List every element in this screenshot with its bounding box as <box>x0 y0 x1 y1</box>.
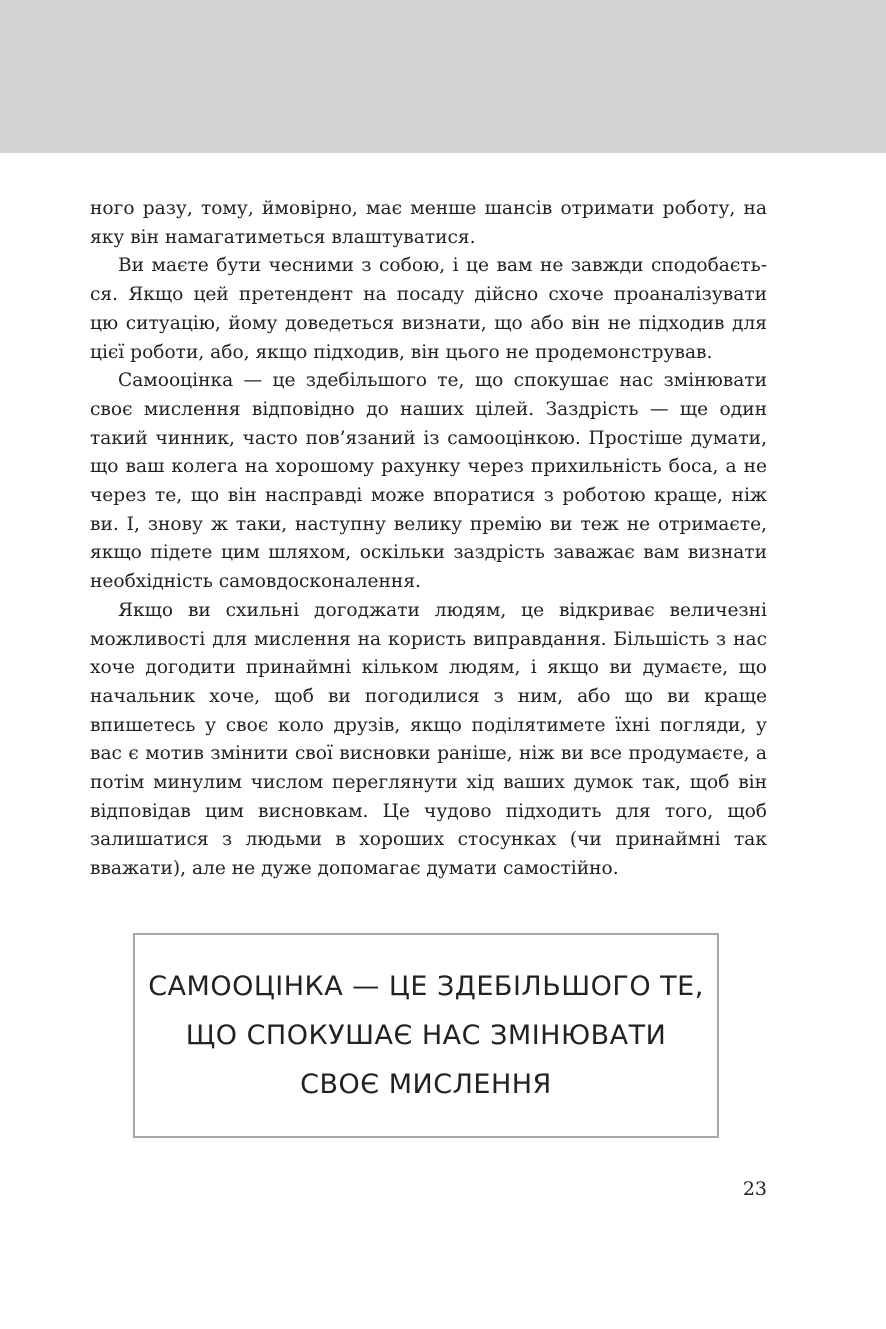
pull-quote-text: САМООЦІНКА — ЦЕ ЗДЕБІЛЬШОГО ТЕ, ЩО СПОКУШАЄ НАС ЗМІНЮВАТИ СВОЄ МИСЛЕННЯ <box>148 971 704 1100</box>
paragraph: Якщо ви схильні догоджати людям, це відкриває величезні можливості для мислення на користь виправдання. Більшість з нас хоче догодити принаймні кільком людям, і якщо ви думаєте, що начальник хоче, щоб ви погодилися з ним, або що ви краще впишетесь у своє коло друзів, якщо поділятимете їхні погляди, у вас є мотив змінити свої висновки раніше, ніж ви все продумаєте, а потім минулим числом переглянути хід ваших думок так, щоб він відповідав цим висновкам. Це чудово підходить для того, щоб залишатися з людьми в хороших стосунках (чи принаймні так вважати), але не дуже допомагає думати самостійно. <box>90 599 767 880</box>
pull-quote-box <box>133 933 719 1138</box>
body-text <box>90 195 767 884</box>
paragraph: Самооцінка — це здебільшого те, що спокушає нас змінювати своє мислення відповідно до наших цілей. Заздрість — ще один такий чинник, часто пов’язаний із самооцінкою. Простіше думати, що ваш колега на хорошому рахунку через прихильність боса, а не через те, що він насправді може впоратися з роботою краще, ніж ви. І, знову ж таки, наступну велику премію ви теж не отримаєте, якщо підете цим шляхом, оскільки заздрість заважає вам визнати необхідність самовдосконалення. <box>90 370 767 593</box>
page-number: 23 <box>742 1178 767 1200</box>
paragraph: ного разу, тому, ймовірно, має менше шансів отримати роботу, на яку він намагатиметься влаштуватися. <box>90 198 767 248</box>
paragraph: Ви маєте бути чесними з собою, і це вам не завжди сподобається. Якщо цей претендент на посаду дійсно схоче проаналізувати цю ситуацію, йому доведеться визнати, що або він не підходив для цієї роботи, або, якщо підходив, він цього не продемонстрував. <box>90 255 767 363</box>
header-band <box>0 0 886 153</box>
